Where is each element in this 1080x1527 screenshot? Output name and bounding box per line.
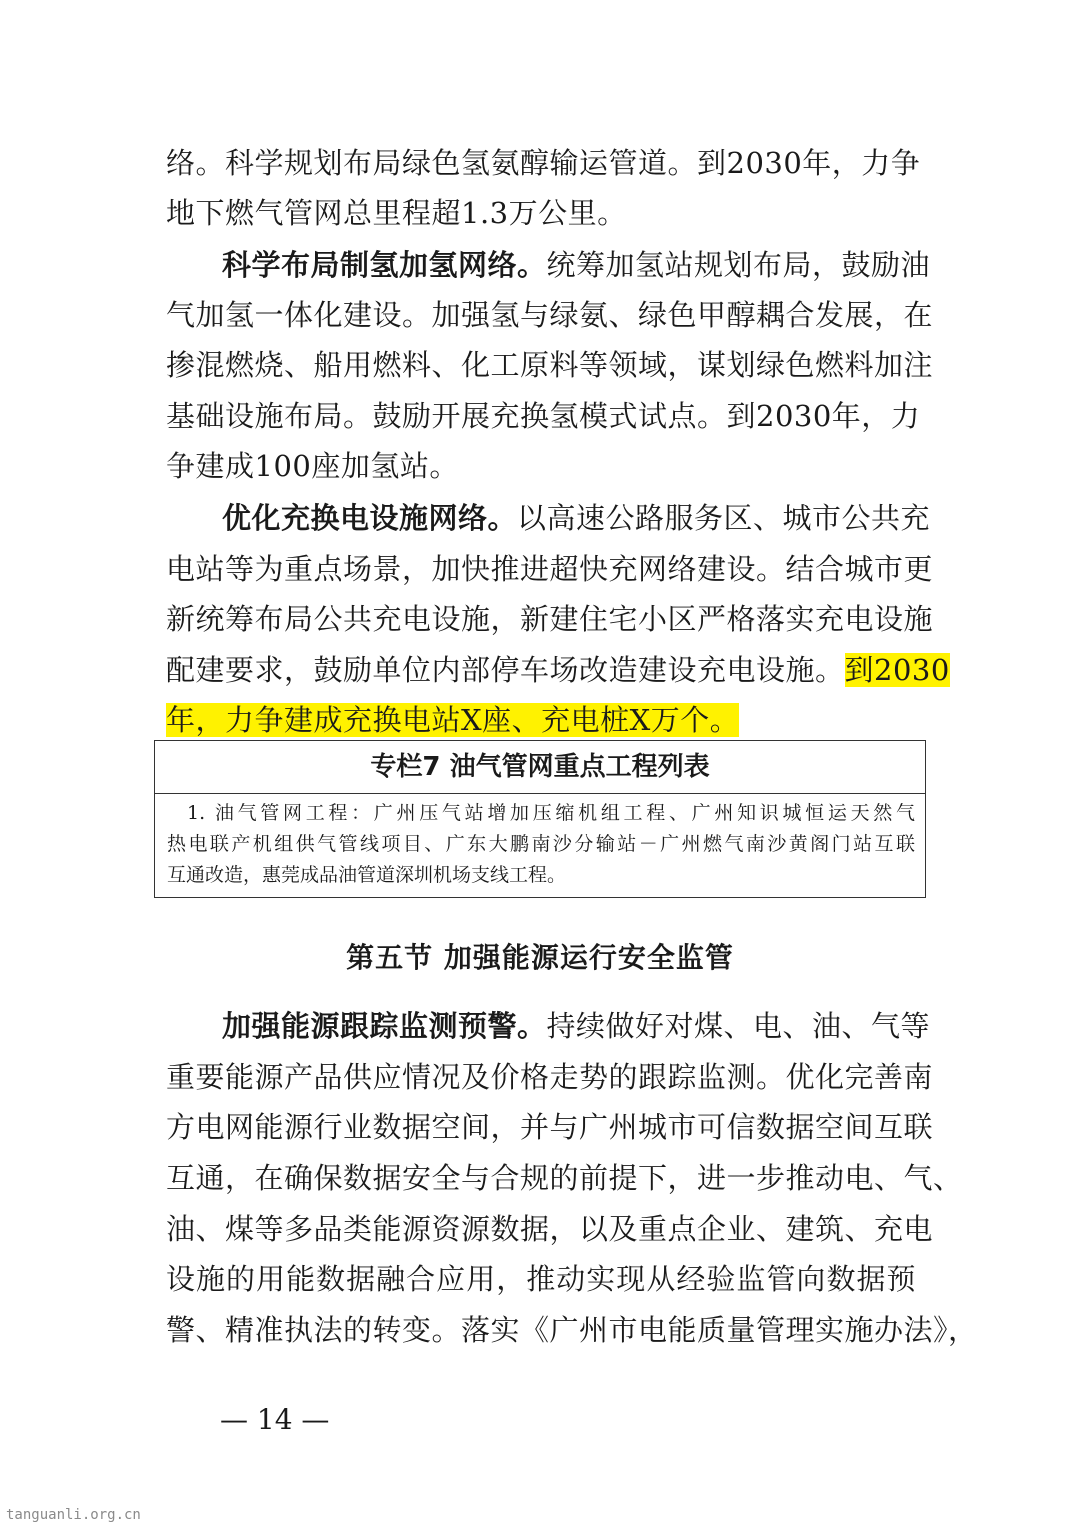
project-list-box — [154, 740, 926, 898]
body-line — [166, 650, 950, 690]
body-line: 争建成100座加氢站。 — [166, 449, 459, 483]
body-line: 地下燃气管网总里程超1.3万公里。 — [166, 196, 627, 230]
body-text: 持续做好对煤、电、油、气等 — [546, 1009, 931, 1043]
body-line: 掺混燃烧、船用燃料、化工原料等领域，谋划绿色燃料加注 — [166, 348, 934, 382]
body-line: 警、精准执法的转变。落实《广州市电能质量管理实施办法》， — [166, 1313, 978, 1347]
page-number: — 14 — — [220, 1403, 330, 1436]
body-line: 互通，在确保数据安全与合规的前提下，进一步推动电、气、 — [166, 1161, 963, 1195]
body-line — [222, 1006, 931, 1046]
watermark: tanguanli.org.cn — [6, 1507, 141, 1523]
body-line: 络。科学规划布局绿色氢氨醇输运管道。到2030年，力争 — [166, 146, 921, 180]
body-text: 以高速公路服务区、城市公共充 — [517, 501, 931, 535]
body-line: 气加氢一体化建设。加强氢与绿氨、绿色甲醇耦合发展，在 — [166, 298, 934, 332]
body-line: 方电网能源行业数据空间，并与广州城市可信数据空间互联 — [166, 1110, 934, 1144]
body-line — [222, 498, 931, 538]
body-line — [222, 245, 931, 285]
body-line: 电站等为重点场景，加快推进超快充网络建设。结合城市更 — [166, 552, 934, 586]
box-line: 互通改造，惠莞成品油管道深圳机场支线工程。 — [167, 864, 567, 886]
body-line: 基础设施布局。鼓励开展充换氢模式试点。到2030年，力 — [166, 399, 921, 433]
highlighted-text: 年，力争建成充换电站X座、充电桩X万个。 — [166, 703, 740, 737]
box-title: 专栏7 油气管网重点工程列表 — [155, 741, 925, 794]
paragraph-heading: 加强能源跟踪监测预警。 — [222, 1009, 547, 1043]
body-line: 油、煤等多品类能源资源数据，以及重点企业、建筑、充电 — [166, 1212, 934, 1246]
paragraph-heading: 科学布局制氢加氢网络。 — [222, 248, 547, 282]
paragraph-heading: 优化充换电设施网络。 — [222, 501, 518, 535]
body-line: 新统筹布局公共充电设施，新建住宅小区严格落实充电设施 — [166, 602, 934, 636]
body-line — [166, 700, 916, 740]
box-line: 1. 油气管网工程：广州压气站增加压缩机组工程、广州知识城恒运天然气 — [187, 802, 915, 824]
body-line: 设施的用能数据融合应用，推动实现从经验监管向数据预 — [166, 1262, 916, 1296]
body-text: 统筹加氢站规划布局，鼓励油 — [546, 248, 931, 282]
body-line: 重要能源产品供应情况及价格走势的跟踪监测。优化完善南 — [166, 1060, 934, 1094]
box-line: 热电联产机组供气管线项目、广东大鹏南沙分输站－广州燃气南沙黄阁门站互联 — [167, 833, 915, 855]
highlighted-text: 到2030 — [844, 653, 950, 687]
section-title: 第五节 加强能源运行安全监管 — [346, 941, 734, 974]
body-text: 配建要求，鼓励单位内部停车场改造建设充电设施。 — [166, 653, 845, 687]
